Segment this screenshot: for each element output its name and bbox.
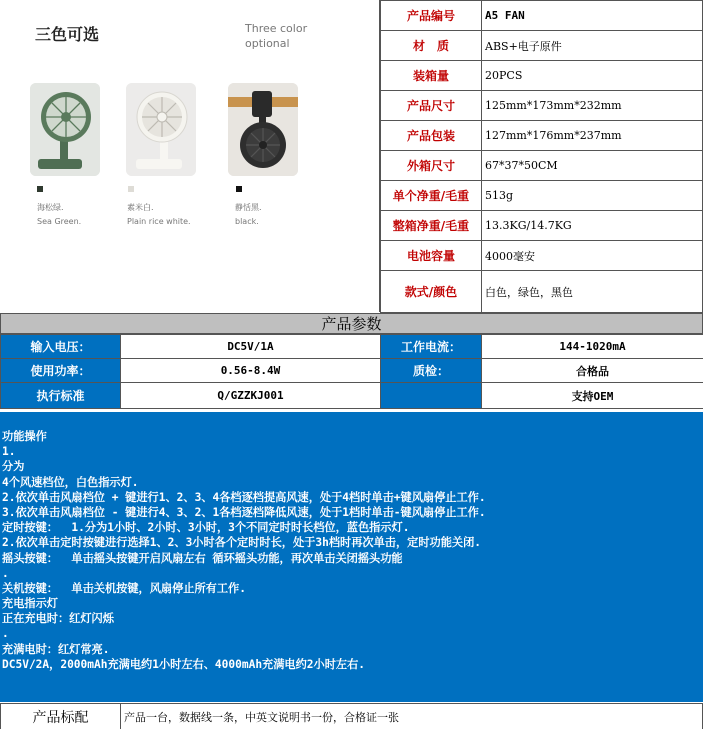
spec-value: 67*37*50CM [482,151,703,181]
spec-row [381,181,703,211]
color-name-en: Sea Green. [37,217,82,226]
color-name-en: Plain rice white. [127,217,191,226]
function-line: 2.依次单击风扇档位 + 键进行1、2、3、4各档逐档提高风速，处于4档时单击+键风扇停止工作. [2,490,486,504]
spec-label: 产品包装 [381,121,482,151]
spec-label: 装箱量 [381,61,482,91]
params-header-cell: 输入电压： [1,335,121,359]
function-description [0,412,703,702]
spec-row [381,91,703,121]
params-title: 产品参数 [0,313,703,334]
params-header-cell: 执行标准 [1,383,121,409]
function-line: . [2,566,9,580]
spec-label: 产品尺寸 [381,91,482,121]
product-image-panel [0,0,380,312]
function-line: 摇头按键： 单击摇头按键开启风扇左右 循环摇头功能，再次单击关闭摇头功能 [2,551,403,565]
params-value-cell: DC5V/1A [121,335,381,359]
params-table [0,334,703,409]
params-header-cell: 使用功率： [1,359,121,383]
params-row [1,335,703,359]
spec-label: 款式/颜色 [381,271,482,313]
params-value-cell: 0.56-8.4W [121,359,381,383]
accessories-label: 产品标配 [1,704,121,729]
spec-row [381,31,703,61]
accessories-row [1,704,703,729]
color-swatch-black [236,186,242,192]
spec-value: 513g [482,181,703,211]
spec-label: 产品编号 [381,1,482,31]
spec-label: 整箱净重/毛重 [381,211,482,241]
function-line: 1. [2,445,16,459]
accessories-value: 产品一台，数据线一条，中英文说明书一份，合格证一张 [121,704,703,729]
spec-value: ABS+电子原件 [482,31,703,61]
spec-value: A5 FAN [482,1,703,31]
spec-label: 单个净重/毛重 [381,181,482,211]
spec-row [381,211,703,241]
spec-value: 13.3KG/14.7KG [482,211,703,241]
function-line: 关机按键： 单击关机按键，风扇停止所有工作. [2,581,246,595]
spec-label: 材 质 [381,31,482,61]
params-header-cell: 质检： [381,359,482,383]
function-line: 定时按键： 1.分为1小时、2小时、3小时，3个不同定时时长档位，蓝色指示灯. [2,521,410,535]
params-header-cell: 工作电流： [381,335,482,359]
function-line: 2.依次单击定时按键进行选择1、2、3小时各个定时时长，处于3h档时再次单击，定时功能关闭. [2,536,482,550]
function-line: 充电指示灯 [2,597,58,611]
fan-black-image [228,83,298,176]
spec-label: 外箱尺寸 [381,151,482,181]
spec-value: 125mm*173mm*232mm [482,91,703,121]
color-swatch-green [37,186,43,192]
three-color-subtitle: Three color optional [245,22,308,50]
function-line: 分为 [2,460,25,474]
spec-row [381,151,703,181]
three-color-title: 三色可选 [35,25,100,44]
params-value-cell: 合格品 [482,359,703,383]
function-line: . [2,627,9,641]
color-swatch-white [128,186,134,192]
spec-row [381,241,703,271]
spec-row [381,1,703,31]
spec-value: 4000毫安 [482,241,703,271]
params-value-cell: Q/GZZKJ001 [121,383,381,409]
spec-value: 20PCS [482,61,703,91]
spec-value: 127mm*176mm*237mm [482,121,703,151]
params-header-cell [381,383,482,409]
spec-table [380,0,703,313]
function-line: 功能操作 [2,430,47,443]
function-line: 充满电时：红灯常亮. [2,642,110,656]
function-line: 正在充电时：红灯闪烁 [2,612,114,626]
spec-row [381,61,703,91]
spec-label: 电池容量 [381,241,482,271]
color-name-en: black. [235,217,259,226]
spec-row [381,121,703,151]
function-line: 3.依次单击风扇档位 - 键进行4、3、2、1各档逐档降低风速，处于1档时单击-键风扇停止工作. [2,505,486,519]
params-value-cell: 144-1020mA [482,335,703,359]
function-line: 4个风速档位，白色指示灯. [2,475,139,489]
color-name-cn: 静恬黑. [235,203,262,212]
params-value-cell: 支持OEM [482,383,703,409]
function-line: DC5V/2A，2000mAh充满电约1小时左右、4000mAh充满电约2小时左右. [2,657,366,671]
accessories-table [0,703,703,729]
spec-value: 白色，绿色，黑色 [482,271,703,313]
params-row [1,359,703,383]
color-name-cn: 素米白. [127,203,154,212]
fan-white-image [126,83,196,176]
spec-row [381,271,703,313]
params-row [1,383,703,409]
color-name-cn: 海松绿. [37,203,64,212]
fan-green-image [30,83,100,176]
